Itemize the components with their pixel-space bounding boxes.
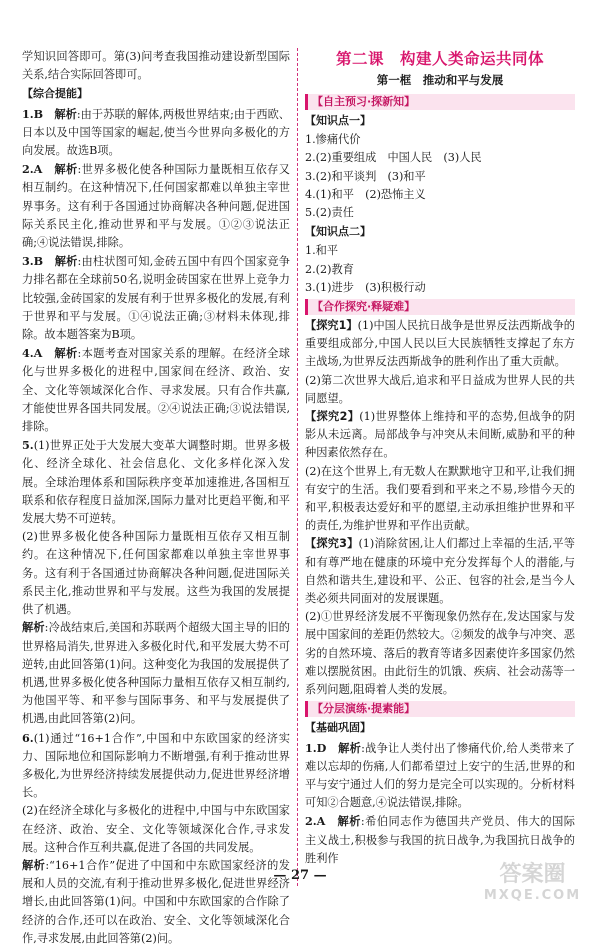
kp1-line: 5.(2)责任 xyxy=(305,206,354,220)
answer-number: 6. xyxy=(22,730,34,745)
knowledge-point-1-heading: 【知识点一】 xyxy=(305,114,371,127)
answer-item-1 xyxy=(22,105,290,161)
analysis-label: 解析 xyxy=(22,621,45,635)
kp2-line: 3.(1)进步 (3)积极行动 xyxy=(305,280,426,294)
right-column xyxy=(305,48,575,868)
analysis-text: :本题考查对国家关系的理解。在经济全球化与世界多极化的进程中,国家间在经济、政治、安全、文化等领域深化合作、寻求发展。只有合作共赢,才能使世界各国共同发展。②④说法正确;③说法错误,排除。 xyxy=(22,347,290,434)
answer-item-5-part2: (2)世界多极化使各种国际力量既相互依存又相互制约。在这种情况下,任何国家都难以单独主宰世界事务。这有利于各国通过协商解决各种问题,促进国际关系民主化,推动世界和平与发展。这些为我国的发展提供了机遇。 xyxy=(22,530,290,617)
inquiry-text: (1)中国人民抗日战争是世界反法西斯战争的重要组成部分,中国人民以巨大民族牺牲支撑起了东方主战场,为世界反法西斯战争的胜利作出了重大贡献。 xyxy=(305,319,575,369)
kp1-line: 3.(2)和平谈判 (3)和平 xyxy=(305,169,426,183)
left-column xyxy=(22,48,290,948)
answer-number: 5. xyxy=(22,438,34,453)
section-banner-inquiry: 【合作探究·释疑难】 xyxy=(305,299,575,315)
answer-number: 3.B xyxy=(22,254,44,269)
answer-number: 4.A xyxy=(22,346,43,361)
analysis-label: 解析 xyxy=(54,163,78,177)
inquiry-3 xyxy=(305,535,575,608)
inquiry-tag: 【探究3】 xyxy=(305,537,359,551)
section-banner-practice: 【分层演练·提素能】 xyxy=(305,701,575,717)
analysis-text: :由于苏联的解体,两极世界结束;由于西欧、日本以及中国等国家的崛起,使当今世界向多极化的方向发展。故选B项。 xyxy=(22,107,290,158)
answer-item-2 xyxy=(22,160,290,252)
inquiry-2-part2: (2)在这个世界上,有无数人在默默地守卫和平,让我们拥有安宁的生活。我们要看到和平来之不易,珍惜今天的和平,积极表达爱好和平的愿望,主动承担维护世界和平的责任,为维护世界和平作出贡献。 xyxy=(305,464,575,533)
basic-consolidation-heading: 【基础巩固】 xyxy=(305,721,371,735)
kp1-line: 2.(2)重要组成 中国人民 (3)人民 xyxy=(305,151,482,165)
answer-item-3 xyxy=(22,252,290,344)
watermark-logo xyxy=(470,862,595,908)
page-number: — 27 — xyxy=(273,868,327,883)
analysis-text: :冷战结束后,美国和苏联两个超级大国主导的旧的世界格局消失,世界进入多极化时代,和平发展大势不可逆转,由此回答第(1)问。这种变化为我国的发展提供了机遇,世界多极化使各种国际力量相互依存又相互制约,为他国平等、和平参与国际事务、和平与发展提供了机遇,由此回答第(2)问。 xyxy=(22,621,290,726)
answer-item-5-analysis xyxy=(22,619,290,728)
inquiry-3-part2: (2)①世界经济发展不平衡现象仍然存在,发达国家与发展中国家间的差距仍然较大。②频发的战争与冲突、恶劣的自然环境、落后的教育等诸多因素使许多国家仍然难以摆脱贫困。由此衍生的饥饿、疾病、社会动荡等一系列问题,阻碍着人类的发展。 xyxy=(305,610,575,697)
inquiry-text: (1)消除贫困,让人们都过上幸福的生活,平等和有尊严地在健康的环境中充分发挥每个人的潜能,与自然和谐共生,建设和平、公正、包容的社会,是当今人类必须共同面对的发展课题。 xyxy=(305,537,575,606)
analysis-label: 解析 xyxy=(54,107,77,121)
kp2-line: 1.和平 xyxy=(305,244,339,258)
watermark-text: 答案圈 xyxy=(499,862,566,887)
knowledge-point-2-heading: 【知识点二】 xyxy=(305,225,371,239)
analysis-label: 解析 xyxy=(338,741,362,755)
analysis-label: 解析 xyxy=(54,347,78,361)
answer-number: 1.D xyxy=(305,740,327,755)
analysis-label: 解析 xyxy=(337,815,361,829)
watermark-url: MXQE.COM xyxy=(483,888,582,903)
column-divider xyxy=(297,48,298,886)
lesson-subtitle: 第一框 推动和平与发展 xyxy=(376,73,504,87)
analysis-text: :战争让人类付出了惨痛代价,给人类带来了难以忘却的伤痛,人们都希望过上安宁的生活,世界的和平与安宁通过人们的努力是完全可以实现的。分析材料可知②合题意,④说法错误,排除。 xyxy=(305,741,575,810)
answer-text: (1)通过“16+1合作”,中国和中东欧国家的经济实力、国际地位和国际影响力不断增强,有利于推动世界多极化,为世界经济持续发展提供动力,促进世界经济增长。 xyxy=(22,731,290,800)
inquiry-2 xyxy=(305,408,575,463)
answer-number: 2.A xyxy=(22,162,43,177)
answer-item-5 xyxy=(22,436,290,528)
lesson-title: 第二课 构建人类命运共同体 xyxy=(335,50,544,68)
analysis-text: :“16+1合作”促进了中国和中东欧国家经济的发展和人员的交流,有利于推动世界多极化,促进世界经济增长,由此回答第(1)问。中国和中东欧国家的合作除了经济的合作,还可以在政治、安全、文化等领域深化合作,寻求发展,由此回答第(2)问。 xyxy=(22,858,290,945)
section-heading-comprehensive: 【综合提能】 xyxy=(22,87,88,101)
analysis-label: 解析 xyxy=(54,255,78,269)
analysis-text: :世界多极化使各种国际力量既相互依存又相互制约。在这种情况下,任何国家都难以单独主宰世界事务。这有利于各国通过协商解决各种问题,促进国际关系民主化,推动世界和平与发展。①②③说法正确;④说法错误,排除。 xyxy=(22,163,290,250)
answer-number: 1.B xyxy=(22,106,44,121)
inquiry-tag: 【探究1】 xyxy=(305,319,358,333)
paragraph-intro: 学知识回答即可。第(3)问考查我国推动建设新型国际关系,结合实际回答即可。 xyxy=(22,50,290,82)
section-banner-preview: 【自主预习·探新知】 xyxy=(305,94,575,110)
practice-answer-1 xyxy=(305,739,575,813)
analysis-text: :由柱状图可知,金砖五国中有四个国家竞争力排名都在全球前50名,说明金砖国家在世界上竞争力比较强,金砖国家的发展有利于世界多极化的发展,有利于世界和平与发展。①④说法正确;③材料未体现,排除。故本题答案为B项。 xyxy=(22,255,290,342)
answer-number: 2.A xyxy=(305,814,326,829)
inquiry-1-part2: (2)第二次世界大战后,追求和平日益成为世界人民的共同愿望。 xyxy=(305,373,575,405)
kp1-line: 1.惨痛代价 xyxy=(305,133,361,147)
answer-item-6 xyxy=(22,729,290,803)
kp2-line: 2.(2)教育 xyxy=(305,262,354,276)
answer-item-6-part2: (2)在经济全球化与多极化的进程中,中国与中东欧国家在经济、政治、安全、文化等领域深化合作,寻求发展。这种合作互利共赢,促进了各国的共同发展。 xyxy=(22,804,290,854)
inquiry-1 xyxy=(305,317,575,372)
practice-answer-2 xyxy=(305,812,575,868)
analysis-text: :希伯同志作为德国共产党员、伟大的国际主义战士,积极参与我国的抗日战争,为我国抗日战争的胜利作 xyxy=(305,815,575,865)
inquiry-tag: 【探究2】 xyxy=(305,410,360,424)
analysis-label: 解析 xyxy=(22,858,46,872)
kp1-line: 4.(1)和平 (2)恐怖主义 xyxy=(305,187,426,201)
answer-item-4 xyxy=(22,344,290,436)
inquiry-text: (1)世界整体上维持和平的态势,但战争的阴影从未远离。局部战争与冲突从未间断,威胁和平的种种因素依然存在。 xyxy=(305,410,575,460)
answer-text: (1)世界正处于大发展大变革大调整时期。世界多极化、经济全球化、社会信息化、文化多样化深入发展。全球治理体系和国际秩序变革加速推进,各国相互联系和依存程度日益加深,国际力量对比更趋平衡,和平发展大势不可逆转。 xyxy=(22,439,290,526)
